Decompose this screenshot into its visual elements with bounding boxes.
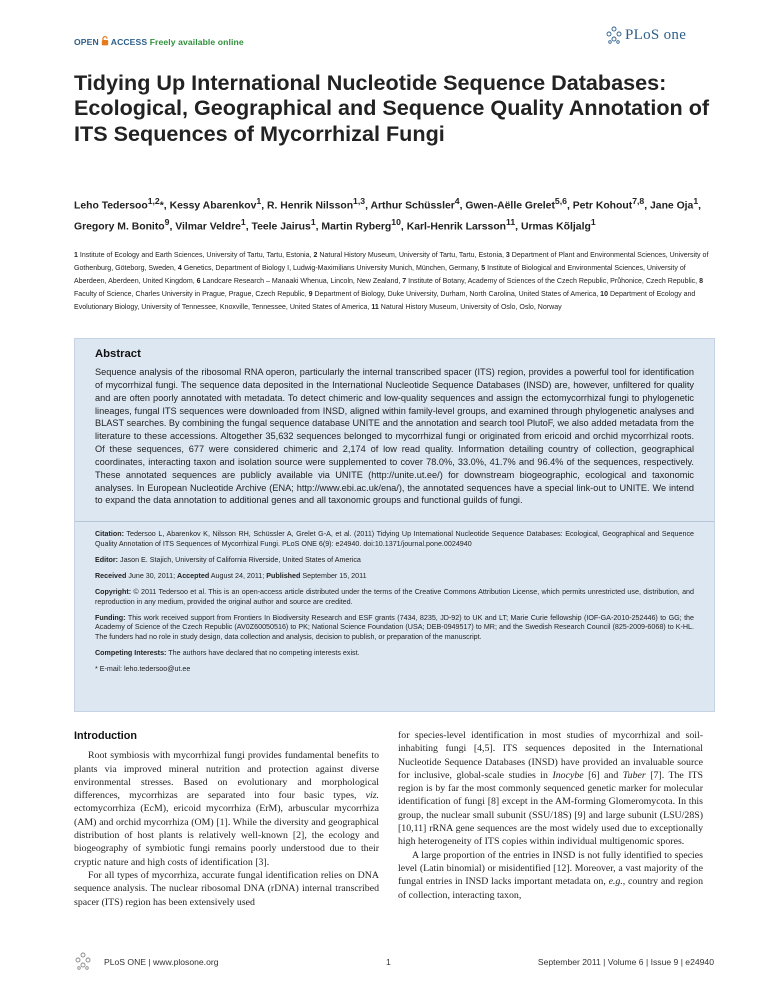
article-metadata xyxy=(95,521,694,675)
funding: Funding: This work received support from Frontiers In Biodiversity Research and ESF grants (7434, 8235, JD-92) to UK and LT; Marie Curie fellowship (IOF-GA-2010-252446) to GG; the Academy of Science of the Czech Republic (AV0Z60050516) to PK; National Science Foundation (USA; DEB-0949517) to MR; and the Swedish Research Council (825-2009-6068) to K-HL. The funders had no role in study design, data collection and analysis, decision to publish, or preparation of the manuscript. xyxy=(95,613,694,642)
plos-globe-icon xyxy=(74,951,92,971)
page-footer xyxy=(74,951,714,971)
journal-logo-text: PLoS one xyxy=(625,27,687,43)
copyright: Copyright: © 2011 Tedersoo et al. This is an open-access article distributed under the terms of the Creative Commons Attribution License, which permits unrestricted use, distribution, and reproduction in any medium, provided the original author and source are credited. xyxy=(95,588,694,606)
paragraph: Root symbiosis with mycorrhizal fungi provides fundamental benefits to plants via improved mineral nutrition and protection against diverse environmental stresses. Based on evolutionary and morphological differences, mycorrhizas are separated into four basic types, viz. ectomycorrhiza (EcM), ericoid mycorrhiza (ErM), arbuscular mycorrhiza (AM) and orchid mycorrhiza (OM) [1]. While the diversity and geographical distribution of host plants is relatively well-known [2], the ecology and biogeography of symbiotic fungi remains poorly understood due to their cryptic nature and high costs of identification [3]. xyxy=(74,750,379,868)
abstract-heading: Abstract xyxy=(95,348,141,360)
open-label: OPEN xyxy=(74,37,99,47)
article-title: Tidying Up International Nucleotide Sequence Databases: Ecological, Geographical and Sequence Quality Annotation of ITS Sequences of Mycorrhizal Fungi xyxy=(74,70,710,146)
editor: Editor: Jason E. Stajich, University of California Riverside, United States of America xyxy=(95,555,361,564)
abstract-box xyxy=(74,338,715,712)
access-label: ACCESS xyxy=(110,37,148,47)
author-list: Leho Tedersoo$^{1,2}$*, Kessy Abarenkov$^1$, R. Henrik Nilsson$^{1,3}$, Arthur Schüssler$^4$, Gwen-Aëlle Grelet$^{5,6}$, Petr Kohout$^{7,8}$, Jane Oja$^1$, Gregory M. Bonito$^9$, Vilmar Veldre$^1$, Teele Jairus$^1$, Martin Ryberg$^{10}$, Karl-Henrik Larsson$^{11}$, Urmas Kõljalg$^1$ xyxy=(74,196,702,233)
page-number: 1 xyxy=(386,957,391,967)
open-access-banner xyxy=(74,36,244,47)
introduction-heading: Introduction xyxy=(74,730,137,742)
footer-issue: September 2011 | Volume 6 | Issue 9 | e24940 xyxy=(537,957,714,967)
dates: Received June 30, 2011; Accepted August 24, 2011; Published September 15, 2011 xyxy=(95,572,367,581)
plos-one-logo xyxy=(605,25,709,47)
competing-interests: Competing Interests: The authors have declared that no competing interests exist. xyxy=(95,649,360,658)
body-column-right xyxy=(398,729,703,902)
abstract-text: Sequence analysis of the ribosomal RNA operon, particularly the internal transcribed spacer (ITS) region, provides a powerful tool for identification of mycorrhizal fungi. The sequence data deposited in the International Nucleotide Sequence Databases (INSD) are, however, unfiltered for quality and are often poorly annotated with metadata. To detect chimeric and low-quality sequences and assign the ectomycorrhizal fungi to phylogenetic lineages, fungal ITS sequences were downloaded from INSD, aligned within family-level groups, and examined through phylogenetic analyses and BLAST searches. By combining the fungal sequence database UNITE and the annotation and search tool PlutoF, we also added metadata from the literature to these accessions. Altogether 35,632 sequences belonged to mycorrhizal fungi or originated from ericoid and orchid mycorrhizal roots. Of these sequences, 677 were considered chimeric and 2,174 of low read quality. Information detailing country of collection, geographical coordinates, interacting taxon and isolation source were supplemented to cover 78.0%, 33.0%, 41.7% and 96.4% of the sequences, respectively. These annotated sequences are publicly available via UNITE (http://unite.ut.ee/) for downstream biogeographic, ecological and taxonomic analyses. In European Nucleotide Archive (ENA; http://www.ebi.ac.uk/ena/), the annotated sequences have a special link-out to UNITE. We intend to expand the data annotation to additional genes and all taxonomic groups and functional guilds of fungi. xyxy=(95,367,694,506)
footer-journal: PLoS ONE | www.plosone.org xyxy=(104,957,219,967)
corresponding-email: * E-mail: leho.tedersoo@ut.ee xyxy=(95,665,191,674)
open-access-lock-icon xyxy=(101,36,109,46)
paragraph: A large proportion of the entries in INSD is not fully identified to species level (Latin binomial) or misidentified [12]. Moreover, a vast majority of the fungal entries in INSD lacks important metadata on, e.g., country and region of collection, interacting taxon, xyxy=(398,849,704,901)
paragraph: for species-level identification in most studies of mycorrhizal and soil-inhabiting fungi [4,5]. ITS sequences deposited in the International Nucleotide Sequence Databases (INSD) have provided an invaluable source for inclusive, global-scale studies in Inocybe [6] and Tuber [7]. The ITS region is by far the most commonly sequenced genetic marker for molecular identification of fungi [8] except in the AM-forming Glomeromycota. In this group, the nuclear small subunit (SSU/18S) [9] and large subunit (LSU/28S) [10,11] rRNA gene sequences are the most widely used due to exceptionally high heterogeneity of ITS copies within individual multigenomic spores. xyxy=(398,730,704,848)
body-column-left xyxy=(74,730,379,909)
paragraph: For all types of mycorrhiza, accurate fungal identification relies on DNA sequence analysis. The nuclear ribosomal DNA (rDNA) internal transcribed spacer (ITS) region has been extensively used xyxy=(74,869,379,908)
affiliations: 1 Institute of Ecology and Earth Sciences, University of Tartu, Tartu, Estonia, 2 Natural History Museum, University of Tartu, Tartu, Estonia, 3 Department of Plant and Environmental Sciences, University of Gothenburg, Göteborg, Sweden, 4 Genetics, Department of Biology I, Ludwig-Maximilians University Munich, München, Germany, 5 Institute of Biological and Environmental Sciences, University of Aberdeen, Aberdeen, United Kingdom, 6 Landcare Research – Manaaki Whenua, Lincoln, New Zealand, 7 Institute of Botany, Academy of Sciences of the Czech Republic, Průhonice, Czech Republic, 8 Faculty of Science, Charles University in Prague, Prague, Czech Republic, 9 Department of Biology, Duke University, Durham, North Carolina, United States of America, 10 Department of Ecology and Evolutionary Biology, University of Tennessee, Knoxville, Tennessee, United States of America, 11 Natural History Museum, University of Oslo, Oslo, Norway xyxy=(74,252,709,311)
freely-available-label: Freely available online xyxy=(149,37,244,47)
abstract-divider xyxy=(75,521,714,522)
plos-globe-icon xyxy=(605,25,623,45)
citation: Citation: Tedersoo L, Abarenkov K, Nilsson RH, Schüssler A, Grelet G-A, et al. (2011) Tidying Up International Nucleotide Sequence Databases: Ecological, Geographical and Sequence Quality Annotation of ITS Sequences of Mycorrhizal Fungi. PLoS ONE 6(9): e24940. doi:10.1371/journal.pone.0024940 xyxy=(95,530,694,548)
